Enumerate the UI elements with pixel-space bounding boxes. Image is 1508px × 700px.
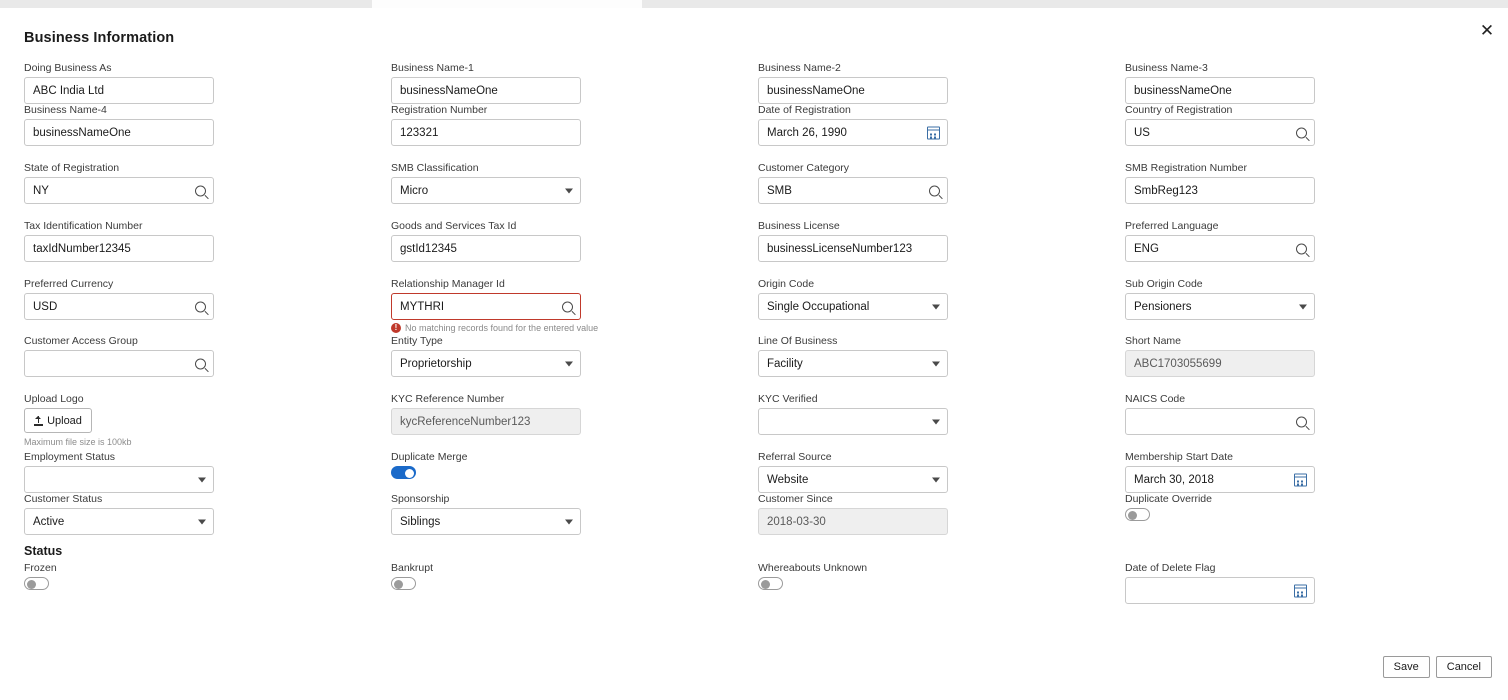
label-relationship-manager-id: Relationship Manager Id [391, 278, 505, 290]
doing-business-as-input[interactable] [24, 77, 214, 104]
upload-button-label: Upload [47, 414, 82, 427]
field-state-of-registration [24, 162, 214, 204]
close-icon[interactable]: ✕ [1479, 21, 1495, 41]
country-of-registration-value: US [1134, 126, 1150, 139]
field-frozen [24, 562, 57, 590]
browser-chrome-strip [0, 0, 1508, 8]
label-naics-code: NAICS Code [1125, 393, 1186, 405]
label-line-of-business: Line Of Business [758, 335, 838, 347]
field-goods-and-services-tax-id [391, 220, 581, 262]
kyc-reference-number-value: kycReferenceNumber123 [400, 415, 531, 428]
field-doing-business-as [24, 62, 214, 104]
line-of-business-select[interactable] [758, 350, 948, 377]
field-registration-number [391, 104, 581, 146]
search-icon[interactable] [929, 185, 940, 196]
preferred-language-value: ENG [1134, 242, 1159, 255]
sponsorship-select[interactable] [391, 508, 581, 535]
cancel-button[interactable]: Cancel [1436, 656, 1492, 678]
label-origin-code: Origin Code [758, 278, 815, 290]
label-registration-number: Registration Number [391, 104, 488, 116]
status-heading-label: Status [24, 544, 63, 558]
label-membership-start-date: Membership Start Date [1125, 451, 1233, 463]
field-line-of-business [758, 335, 948, 377]
field-kyc-reference-number [391, 393, 581, 435]
preferred-language-input[interactable] [1125, 235, 1315, 262]
error-icon: ! [391, 323, 401, 333]
upload-hint: Maximum file size is 100kb [24, 437, 132, 447]
field-employment-status [24, 451, 214, 493]
date-of-delete-flag-input[interactable] [1125, 577, 1315, 604]
field-smb-classification [391, 162, 581, 204]
kyc-reference-number-input [391, 408, 581, 435]
membership-start-date-value: March 30, 2018 [1134, 473, 1214, 486]
field-business-license [758, 220, 948, 262]
label-referral-source: Referral Source [758, 451, 832, 463]
registration-number-input[interactable] [391, 119, 581, 146]
business-license-value: businessLicenseNumber123 [767, 242, 913, 255]
field-bankrupt [391, 562, 433, 590]
registration-number-value: 123321 [400, 126, 439, 139]
doing-business-as-value: ABC India Ltd [33, 84, 104, 97]
smb-registration-number-input[interactable] [1125, 177, 1315, 204]
chevron-down-icon[interactable] [565, 519, 573, 524]
customer-since-value: 2018-03-30 [767, 515, 826, 528]
origin-code-value: Single Occupational [767, 300, 870, 313]
origin-code-select[interactable] [758, 293, 948, 320]
field-referral-source [758, 451, 948, 493]
line-of-business-value: Facility [767, 357, 803, 370]
label-country-of-registration: Country of Registration [1125, 104, 1233, 116]
label-customer-access-group: Customer Access Group [24, 335, 138, 347]
page-title: Business Information [24, 30, 175, 46]
label-state-of-registration: State of Registration [24, 162, 120, 174]
field-country-of-registration [1125, 104, 1315, 146]
chrome-tab-area [372, 0, 642, 8]
field-business-name-3 [1125, 62, 1315, 104]
smb-classification-value: Micro [400, 184, 429, 197]
label-frozen: Frozen [24, 562, 57, 574]
field-sub-origin-code [1125, 278, 1315, 320]
field-short-name [1125, 335, 1315, 377]
label-business-name-2: Business Name-2 [758, 62, 841, 74]
goods-and-services-tax-id-input[interactable] [391, 235, 581, 262]
field-date-of-delete-flag [1125, 562, 1315, 604]
bankrupt-toggle[interactable] [391, 577, 416, 590]
label-duplicate-override: Duplicate Override [1125, 493, 1212, 505]
customer-status-select[interactable] [24, 508, 214, 535]
business-name-4-value: businessNameOne [33, 126, 131, 139]
search-icon[interactable] [562, 301, 573, 312]
label-smb-registration-number: SMB Registration Number [1125, 162, 1247, 174]
field-business-name-4 [24, 104, 214, 146]
calendar-icon[interactable] [927, 126, 940, 139]
smb-classification-select[interactable] [391, 177, 581, 204]
save-button[interactable]: Save [1383, 656, 1430, 678]
footer-divider [0, 641, 1508, 642]
label-doing-business-as: Doing Business As [24, 62, 112, 74]
label-customer-since: Customer Since [758, 493, 833, 505]
field-duplicate-merge [391, 451, 467, 479]
label-short-name: Short Name [1125, 335, 1182, 347]
business-name-1-value: businessNameOne [400, 84, 498, 97]
label-date-of-delete-flag: Date of Delete Flag [1125, 562, 1216, 574]
field-upload-logo [24, 393, 132, 447]
referral-source-select[interactable] [758, 466, 948, 493]
label-smb-classification: SMB Classification [391, 162, 479, 174]
chevron-down-icon[interactable] [198, 477, 206, 482]
field-entity-type [391, 335, 581, 377]
customer-category-value: SMB [767, 184, 792, 197]
label-business-license: Business License [758, 220, 840, 232]
label-upload-logo: Upload Logo [24, 393, 84, 405]
chevron-down-icon[interactable] [1299, 304, 1307, 309]
field-tax-identification-number [24, 220, 214, 262]
duplicate-override-toggle[interactable] [1125, 508, 1150, 521]
membership-start-date-input[interactable] [1125, 466, 1315, 493]
label-preferred-language: Preferred Language [1125, 220, 1219, 232]
chevron-down-icon[interactable] [932, 477, 940, 482]
search-icon[interactable] [1296, 243, 1307, 254]
field-business-name-2 [758, 62, 948, 104]
label-customer-status: Customer Status [24, 493, 103, 505]
goods-and-services-tax-id-value: gstId12345 [400, 242, 457, 255]
relationship-manager-id-value: MYTHRI [400, 300, 445, 313]
label-bankrupt: Bankrupt [391, 562, 434, 574]
customer-category-input[interactable] [758, 177, 948, 204]
state-of-registration-input[interactable] [24, 177, 214, 204]
business-name-4-input[interactable] [24, 119, 214, 146]
search-icon[interactable] [195, 301, 206, 312]
field-business-name-1 [391, 62, 581, 104]
naics-code-input[interactable] [1125, 408, 1315, 435]
business-information-dialog [0, 8, 1508, 700]
chevron-down-icon[interactable] [932, 361, 940, 366]
sub-origin-code-select[interactable] [1125, 293, 1315, 320]
upload-button[interactable] [24, 408, 92, 433]
date-of-registration-input[interactable] [758, 119, 948, 146]
frozen-toggle[interactable] [24, 577, 49, 590]
field-customer-access-group [24, 335, 214, 377]
tax-identification-number-input[interactable] [24, 235, 214, 262]
label-whereabouts-unknown: Whereabouts Unknown [758, 562, 868, 574]
calendar-icon[interactable] [1294, 584, 1307, 597]
kyc-verified-select[interactable] [758, 408, 948, 435]
entity-type-select[interactable] [391, 350, 581, 377]
label-kyc-verified: KYC Verified [758, 393, 818, 405]
preferred-currency-input[interactable] [24, 293, 214, 320]
search-icon[interactable] [195, 185, 206, 196]
business-name-3-input[interactable] [1125, 77, 1315, 104]
business-license-input[interactable] [758, 235, 948, 262]
duplicate-merge-toggle[interactable] [391, 466, 416, 479]
label-date-of-registration: Date of Registration [758, 104, 851, 116]
short-name-input [1125, 350, 1315, 377]
upload-icon [34, 416, 43, 426]
chevron-down-icon[interactable] [198, 519, 206, 524]
field-membership-start-date [1125, 451, 1315, 493]
customer-status-value: Active [33, 515, 65, 528]
customer-since-input [758, 508, 948, 535]
calendar-icon[interactable] [1294, 473, 1307, 486]
label-preferred-currency: Preferred Currency [24, 278, 114, 290]
label-duplicate-merge: Duplicate Merge [391, 451, 468, 463]
employment-status-select[interactable] [24, 466, 214, 493]
label-customer-category: Customer Category [758, 162, 850, 174]
field-preferred-currency [24, 278, 214, 320]
preferred-currency-value: USD [33, 300, 58, 313]
whereabouts-unknown-toggle[interactable] [758, 577, 783, 590]
label-employment-status: Employment Status [24, 451, 116, 463]
business-name-3-value: businessNameOne [1134, 84, 1232, 97]
field-origin-code [758, 278, 948, 320]
field-whereabouts-unknown [758, 562, 867, 590]
relationship-manager-id-error-text: No matching records found for the entered value [405, 323, 599, 333]
chevron-down-icon[interactable] [932, 419, 940, 424]
relationship-manager-id-input[interactable] [391, 293, 581, 320]
country-of-registration-input[interactable] [1125, 119, 1315, 146]
status-section-heading [24, 544, 62, 558]
label-sub-origin-code: Sub Origin Code [1125, 278, 1203, 290]
tax-identification-number-value: taxIdNumber12345 [33, 242, 131, 255]
label-goods-and-services-tax-id: Goods and Services Tax Id [391, 220, 517, 232]
field-relationship-manager-id [391, 278, 598, 333]
customer-access-group-input[interactable] [24, 350, 214, 377]
label-entity-type: Entity Type [391, 335, 443, 347]
label-sponsorship: Sponsorship [391, 493, 450, 505]
field-smb-registration-number [1125, 162, 1315, 204]
label-business-name-1: Business Name-1 [391, 62, 474, 74]
date-of-registration-value: March 26, 1990 [767, 126, 847, 139]
business-name-2-input[interactable] [758, 77, 948, 104]
search-icon[interactable] [195, 358, 206, 369]
entity-type-value: Proprietorship [400, 357, 472, 370]
field-sponsorship [391, 493, 581, 535]
field-customer-category [758, 162, 948, 204]
field-naics-code [1125, 393, 1315, 435]
sponsorship-value: Siblings [400, 515, 441, 528]
chevron-down-icon[interactable] [565, 361, 573, 366]
field-preferred-language [1125, 220, 1315, 262]
chevron-down-icon[interactable] [565, 188, 573, 193]
field-duplicate-override [1125, 493, 1212, 521]
dialog-footer [1383, 656, 1492, 678]
label-business-name-4: Business Name-4 [24, 104, 107, 116]
label-kyc-reference-number: KYC Reference Number [391, 393, 505, 405]
referral-source-value: Website [767, 473, 809, 486]
label-business-name-3: Business Name-3 [1125, 62, 1208, 74]
field-customer-since [758, 493, 948, 535]
sub-origin-code-value: Pensioners [1134, 300, 1192, 313]
business-name-2-value: businessNameOne [767, 84, 865, 97]
relationship-manager-id-error [391, 323, 598, 333]
smb-registration-number-value: SmbReg123 [1134, 184, 1198, 197]
short-name-value: ABC1703055699 [1134, 357, 1222, 370]
field-date-of-registration [758, 104, 948, 146]
field-kyc-verified [758, 393, 948, 435]
search-icon[interactable] [1296, 127, 1307, 138]
label-tax-identification-number: Tax Identification Number [24, 220, 143, 232]
business-name-1-input[interactable] [391, 77, 581, 104]
state-of-registration-value: NY [33, 184, 49, 197]
search-icon[interactable] [1296, 416, 1307, 427]
field-customer-status [24, 493, 214, 535]
chevron-down-icon[interactable] [932, 304, 940, 309]
